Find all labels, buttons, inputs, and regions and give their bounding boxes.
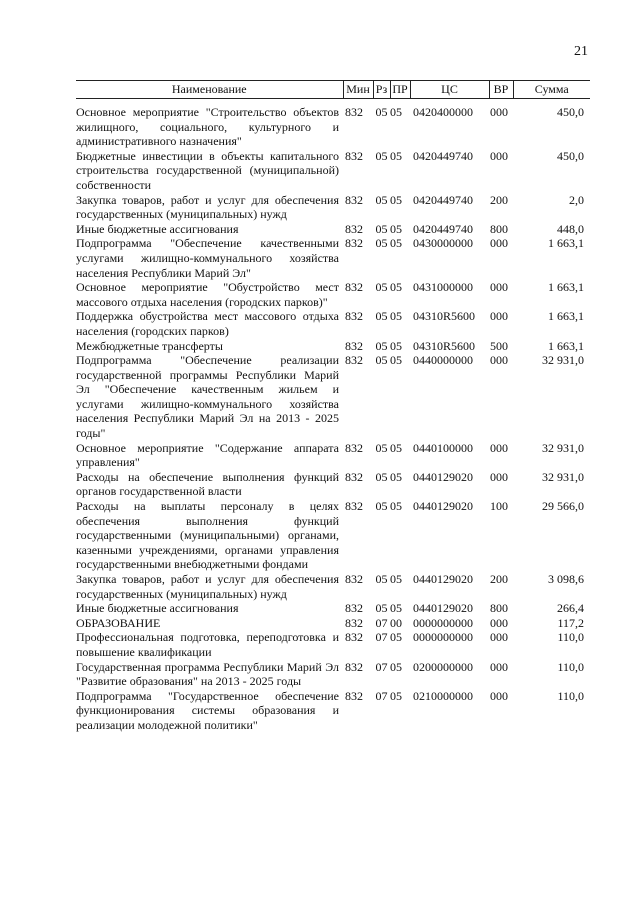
cell-name: Подпрограмма "Обеспечение реализации государственной программы Республики Марий Эл "Обеспечение качественным жильем и услугами жилищно-коммунального хозяйства населения Республики Марий Эл на 2013 - 2025 годы": [76, 353, 339, 441]
cell-pr: 05: [390, 280, 402, 295]
cell-sum: 1 663,1: [548, 309, 584, 324]
cell-pr: 05: [390, 688, 402, 703]
cell-vr: 000: [490, 105, 508, 119]
cell-sum: 1 663,1: [548, 280, 584, 295]
cell-sum: 29 566,0: [542, 499, 584, 514]
cell-vr: 000: [490, 440, 508, 455]
table-row: [76, 689, 590, 733]
cell-cs: 0440129020: [413, 499, 473, 514]
cell-name: Основное мероприятие "Строительство объектов жилищного, социального, культурного и административного назначения": [76, 105, 339, 149]
cell-cs: 04310R5600: [413, 309, 476, 324]
cell-cs: 0431000000: [413, 280, 473, 295]
cell-vr: 000: [490, 615, 508, 630]
cell-min: 832: [345, 499, 363, 514]
cell-rz: 05: [375, 105, 388, 119]
table-row: [76, 499, 590, 572]
header-sum: Сумма: [513, 81, 590, 99]
table-row: [76, 339, 590, 354]
cell-name: Межбюджетные трансферты: [76, 338, 223, 353]
cell-cs: 0420449740: [413, 192, 473, 207]
cell-name: Профессиональная подготовка, переподготовка и повышение квалификации: [76, 630, 339, 659]
table-row: [76, 441, 590, 470]
cell-rz: 05: [375, 440, 388, 455]
cell-sum: 1 663,1: [548, 236, 584, 251]
cell-min: 832: [345, 192, 363, 207]
cell-cs: 0210000000: [413, 688, 473, 703]
table-row: [76, 309, 590, 338]
table-row: [76, 280, 590, 309]
cell-rz: 07: [375, 630, 388, 645]
header-vr: ВР: [489, 81, 513, 99]
cell-pr: 00: [390, 615, 402, 630]
cell-name: Расходы на выплаты персоналу в целях обеспечения выполнения функций государственными (муниципальными) органами, казенными учреждениями, органами управления государственными внебюджетными фондами: [76, 499, 339, 572]
cell-sum: 32 931,0: [542, 353, 584, 368]
cell-sum: 450,0: [557, 105, 584, 119]
cell-min: 832: [345, 236, 363, 251]
table-row: [76, 660, 590, 689]
table-row: [76, 601, 590, 616]
cell-cs: 0200000000: [413, 659, 473, 674]
cell-cs: 0420449740: [413, 221, 473, 236]
cell-min: 832: [345, 630, 363, 645]
cell-vr: 800: [490, 221, 508, 236]
cell-vr: 000: [490, 659, 508, 674]
cell-pr: 05: [390, 148, 402, 163]
cell-pr: 05: [390, 192, 402, 207]
cell-rz: 05: [375, 221, 388, 236]
cell-cs: 0440100000: [413, 440, 473, 455]
cell-sum: 110,0: [557, 659, 584, 674]
table-row: [76, 630, 590, 659]
cell-min: 832: [345, 338, 363, 353]
cell-name: Закупка товаров, работ и услуг для обеспечения государственных (муниципальных) нужд: [76, 192, 339, 222]
cell-rz: 05: [375, 338, 388, 353]
cell-name: Иные бюджетные ассигнования: [76, 601, 239, 616]
cell-name: Закупка товаров, работ и услуг для обеспечения государственных (муниципальных) нужд: [76, 572, 339, 601]
cell-rz: 05: [375, 309, 388, 324]
cell-pr: 05: [390, 236, 402, 251]
table-row: [76, 222, 590, 237]
cell-sum: 32 931,0: [542, 469, 584, 484]
cell-vr: 100: [490, 499, 508, 514]
cell-sum: 266,4: [557, 601, 584, 616]
header-min: Мин: [343, 81, 373, 99]
cell-cs: 0420400000: [413, 105, 473, 119]
table-body: [76, 99, 590, 733]
cell-min: 832: [345, 659, 363, 674]
cell-pr: 05: [390, 309, 402, 324]
cell-name: Подпрограмма "Государственное обеспечение функционирования системы образования и реализации молодежной политики": [76, 688, 339, 732]
cell-cs: 0440000000: [413, 353, 473, 368]
budget-table: [76, 80, 590, 733]
cell-name: Бюджетные инвестиции в объекты капитального строительства государственной (муниципальной) собственности: [76, 148, 339, 192]
cell-sum: 3 098,6: [548, 572, 584, 586]
cell-name: ОБРАЗОВАНИЕ: [76, 615, 161, 630]
cell-pr: 05: [390, 659, 402, 674]
cell-pr: 05: [390, 630, 402, 645]
cell-name: Иные бюджетные ассигнования: [76, 221, 239, 236]
cell-min: 832: [345, 615, 363, 630]
cell-min: 832: [345, 353, 363, 368]
page-number: 21: [574, 44, 588, 59]
table-row: [76, 616, 590, 631]
cell-pr: 05: [390, 353, 402, 368]
table-row: [76, 149, 590, 193]
cell-rz: 05: [375, 353, 388, 368]
cell-min: 832: [345, 105, 363, 119]
cell-cs: 0430000000: [413, 236, 473, 251]
cell-rz: 07: [375, 615, 388, 630]
header-pr: ПР: [390, 81, 410, 99]
cell-vr: 000: [490, 148, 508, 163]
cell-sum: 117,2: [557, 615, 584, 630]
cell-rz: 05: [375, 572, 388, 586]
cell-sum: 2,0: [569, 192, 584, 207]
cell-pr: 05: [390, 499, 402, 514]
cell-sum: 110,0: [557, 688, 584, 703]
cell-min: 832: [345, 572, 363, 586]
cell-vr: 200: [490, 572, 508, 586]
cell-sum: 110,0: [557, 630, 584, 645]
cell-rz: 05: [375, 469, 388, 484]
cell-min: 832: [345, 688, 363, 703]
table-row: [76, 572, 590, 601]
header-cs: ЦС: [410, 81, 489, 99]
cell-cs: 0440129020: [413, 601, 473, 616]
cell-cs: 0420449740: [413, 148, 473, 163]
cell-pr: 05: [390, 338, 402, 353]
cell-rz: 05: [375, 280, 388, 295]
cell-rz: 05: [375, 192, 388, 207]
table-row: [76, 353, 590, 441]
cell-pr: 05: [390, 572, 402, 586]
cell-vr: 000: [490, 630, 508, 645]
cell-vr: 200: [490, 192, 508, 207]
cell-name: Поддержка обустройства мест массового отдыха населения (городских парков): [76, 309, 339, 338]
cell-sum: 32 931,0: [542, 440, 584, 455]
cell-pr: 05: [390, 601, 402, 616]
cell-cs: 0000000000: [413, 630, 473, 645]
cell-vr: 500: [490, 338, 508, 353]
cell-name: Расходы на обеспечение выполнения функций органов государственной власти: [76, 469, 339, 499]
header-rz: Рз: [373, 81, 390, 99]
table-row: [76, 99, 590, 149]
cell-rz: 05: [375, 148, 388, 163]
cell-sum: 448,0: [557, 221, 584, 236]
cell-min: 832: [345, 309, 363, 324]
cell-name: Подпрограмма "Обеспечение качественными услугами жилищно-коммунального хозяйства населения Республики Марий Эл": [76, 236, 339, 280]
cell-min: 832: [345, 280, 363, 295]
cell-sum: 450,0: [557, 148, 584, 163]
cell-vr: 000: [490, 688, 508, 703]
cell-vr: 000: [490, 309, 508, 324]
cell-name: Государственная программа Республики Марий Эл "Развитие образования" на 2013 - 2025 годы: [76, 659, 339, 689]
header-name: Наименование: [76, 81, 343, 99]
cell-sum: 1 663,1: [548, 338, 584, 353]
cell-pr: 05: [390, 440, 402, 455]
cell-rz: 07: [375, 659, 388, 674]
cell-pr: 05: [390, 105, 402, 119]
cell-min: 832: [345, 221, 363, 236]
cell-vr: 800: [490, 601, 508, 616]
cell-min: 832: [345, 601, 363, 616]
cell-rz: 05: [375, 236, 388, 251]
cell-name: Основное мероприятие "Содержание аппарата управления": [76, 440, 339, 470]
cell-min: 832: [345, 148, 363, 163]
cell-rz: 05: [375, 499, 388, 514]
cell-vr: 000: [490, 353, 508, 368]
cell-cs: 0440129020: [413, 572, 473, 586]
table-row: [76, 236, 590, 280]
cell-vr: 000: [490, 236, 508, 251]
cell-cs: 04310R5600: [413, 338, 476, 353]
table-row: [76, 193, 590, 222]
cell-min: 832: [345, 440, 363, 455]
cell-rz: 07: [375, 688, 388, 703]
table-row: [76, 470, 590, 499]
cell-cs: 0000000000: [413, 615, 473, 630]
cell-vr: 000: [490, 469, 508, 484]
cell-cs: 0440129020: [413, 469, 473, 484]
cell-name: Основное мероприятие "Обустройство мест массового отдыха населения (городских парков)": [76, 280, 339, 309]
table-header: [76, 81, 590, 99]
cell-rz: 05: [375, 601, 388, 616]
cell-min: 832: [345, 469, 363, 484]
cell-pr: 05: [390, 469, 402, 484]
cell-vr: 000: [490, 280, 508, 295]
cell-pr: 05: [390, 221, 402, 236]
